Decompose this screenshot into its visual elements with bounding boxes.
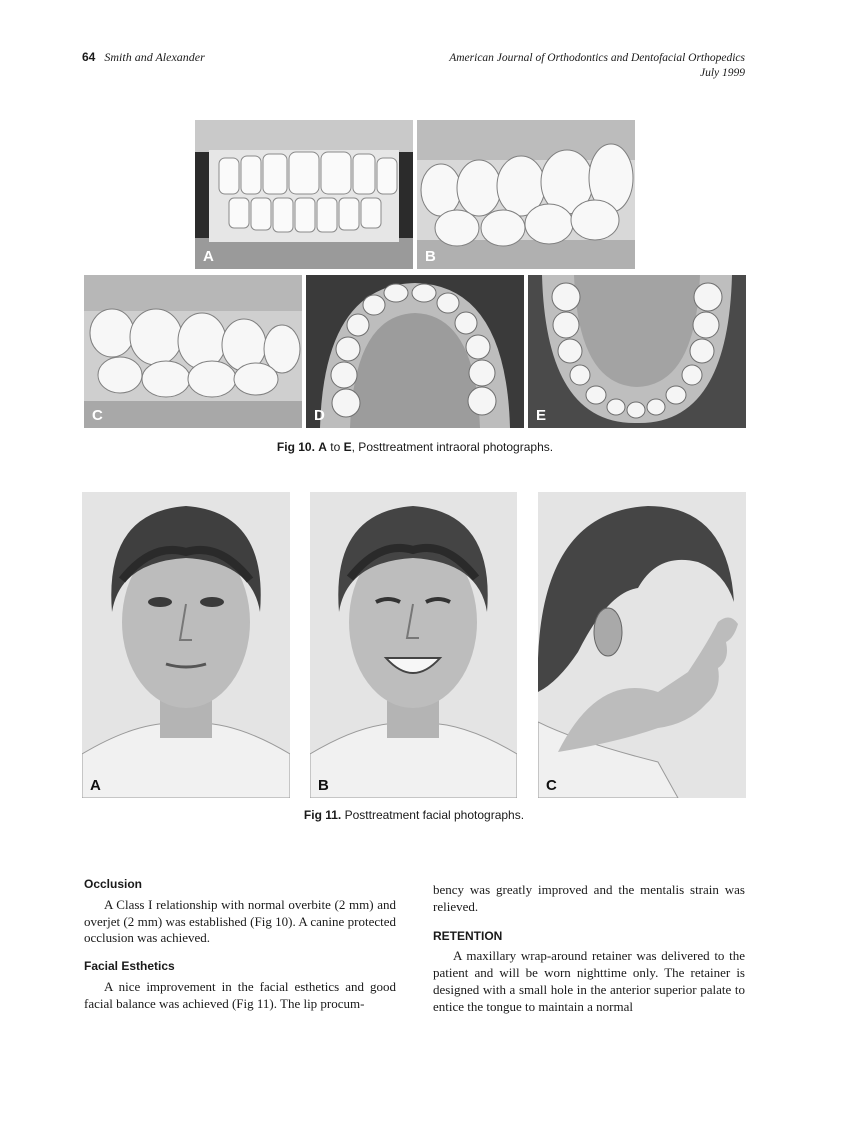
fig10-label-b: B [425,248,436,265]
fig10-photo-e-mandibular-occlusal [528,275,746,428]
running-authors: Smith and Alexander [104,50,205,64]
running-header-left [82,50,205,65]
fig11-label-c: C [546,777,557,794]
paragraph-occlusion: A Class I relationship with normal overbite (2 mm) and overjet (2 mm) was established (Fig 10). A canine protected occlusion was achieved. [84,896,396,946]
journal-title: American Journal of Orthodontics and Dentofacial Orthopedics [449,52,745,64]
fig11-photo-c-profile [538,492,746,798]
heading-occlusion: Occlusion [84,877,143,891]
fig10-caption-a: A [318,440,327,454]
fig10-caption-text: , Posttreatment intraoral photographs. [351,440,554,454]
fig10-label-d: D [314,407,325,424]
fig11-photo-b-frontal-smile [310,492,517,798]
fig10-label-a: A [203,248,214,265]
fig10-caption-to: to [326,440,344,454]
paragraph-retention: A maxillary wrap-around retainer was delivered to the patient and will be worn nighttime only. The retainer is designed with a small hole in the anterior superior palate to entice the tongue to maintain a normal [433,948,745,1014]
fig10-photo-a-frontal [195,120,413,269]
issue-date: July 1999 [699,67,745,79]
fig11-caption [82,808,746,822]
fig11-caption-text: Posttreatment facial photographs. [341,808,525,822]
page-number: 64 [82,50,96,64]
fig10-caption-e: E [343,440,352,454]
fig10-photo-d-maxillary-occlusal [306,275,524,428]
fig11-label-a: A [90,777,101,794]
fig10-photo-c-left-buccal [84,275,302,428]
fig11-photo-a-frontal-rest [82,492,290,798]
text-column-left [84,876,396,1013]
paragraph-facial-esthetics: A nice improvement in the facial esthetics and good facial balance was achieved (Fig 11). The lip procum- [84,978,396,1011]
fig10-caption [84,440,746,454]
fig10-caption-label: Fig 10. [276,440,315,454]
fig10-photo-b-right-buccal [417,120,635,269]
text-column-right [433,882,745,1016]
running-header-right [449,51,745,81]
fig10-label-c: C [92,407,103,424]
heading-retention: RETENTION [433,928,503,943]
fig11-label-b: B [318,777,329,794]
heading-facial-esthetics: Facial Esthetics [84,959,175,974]
paragraph-continuation: bency was greatly improved and the mentalis strain was relieved. [433,882,745,914]
fig10-label-e: E [536,407,547,424]
fig11-caption-label: Fig 11. [303,808,342,822]
